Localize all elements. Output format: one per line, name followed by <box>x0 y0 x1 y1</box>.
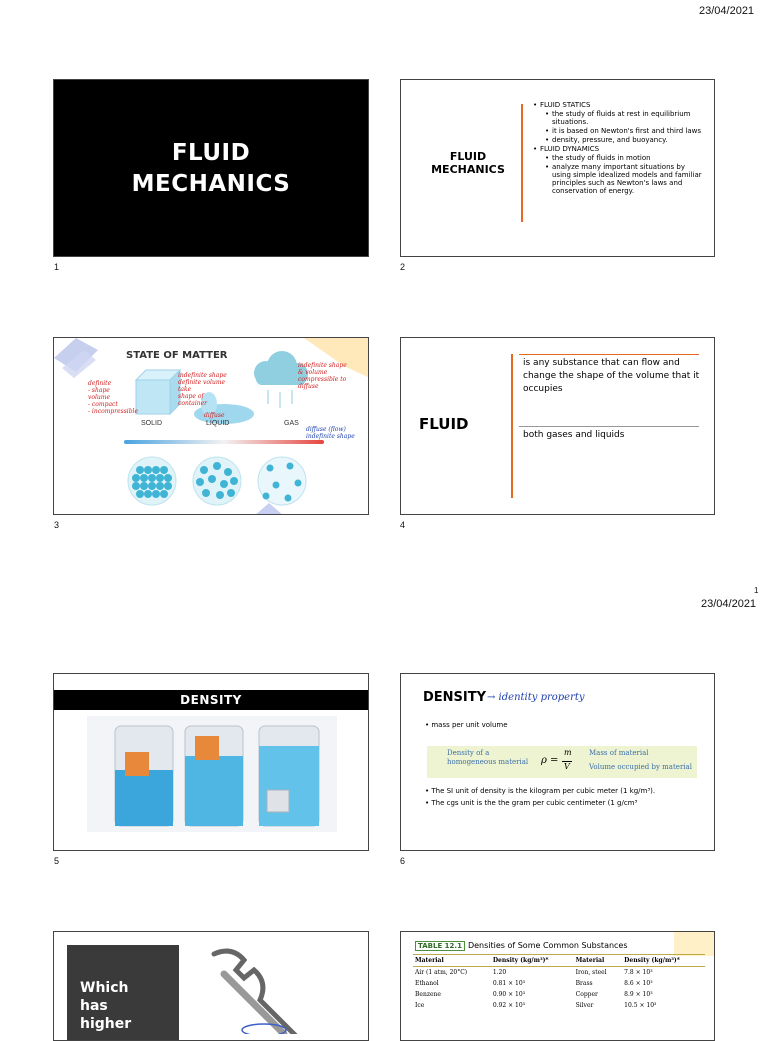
slide4-title: FLUID <box>419 415 469 433</box>
table-row: Benzene 0.90 × 10³ Copper 8.9 × 10³ <box>415 991 653 998</box>
handwritten-flow: diffuse (flow) indefinite shape <box>306 426 355 440</box>
divider-middle <box>519 426 699 427</box>
label-solid: SOLID <box>141 420 163 427</box>
table-header-row: Material Density (kg/m³)* Material Density (kg/m³)* <box>413 955 705 967</box>
handwritten-notes-solid: definite - shape volume - compact - incompressible <box>88 380 139 415</box>
slide-5[interactable] <box>53 673 369 851</box>
density-equation: Density of a homogeneous material ρ = m V Mass of material Volume occupied by material <box>427 746 697 778</box>
bullet-si-unit: • The SI unit of density is the kilogram per cubic meter (1 kg/m³). <box>425 787 656 795</box>
slide-number-2: 2 <box>400 262 406 272</box>
bullet-cgs-unit: • The cgs unit is the the gram per cubic centimeter (1 g/cm³ <box>425 799 638 807</box>
fluid-types-text: both gases and liquids <box>523 430 625 440</box>
slide-number-6: 6 <box>400 856 406 866</box>
slide-4[interactable] <box>400 337 715 515</box>
definition-text: is any substance that can flow and change the shape of the volume that it occupies <box>523 358 700 394</box>
handwritten-notes-gas: indefinite shape & volume compressible to diffuse <box>298 362 347 390</box>
accent-line <box>511 354 513 498</box>
wrench-illustration <box>194 944 344 1034</box>
label-liquid: LIQUID <box>206 420 230 427</box>
density-table <box>413 954 705 1011</box>
slide-7[interactable] <box>53 931 369 1041</box>
divider-top <box>519 354 699 355</box>
slide-6[interactable] <box>400 673 715 851</box>
slide6-title: DENSITY <box>423 690 487 705</box>
slide-number-5: 5 <box>54 856 60 866</box>
table-caption: TABLE 12.1 Densities of Some Common Substances <box>415 941 628 950</box>
slide-number-3: 3 <box>54 520 60 530</box>
handwritten-notes-liquid: indefinite shape definite volume take shape of container <box>178 372 227 407</box>
slide-number-1: 1 <box>54 262 60 272</box>
slide1-title: FLUID MECHANICS <box>131 140 291 197</box>
slide-1[interactable] <box>53 79 369 257</box>
table-row: Air (1 atm, 20°C) 1.20 Iron, steel 7.8 × 10³ <box>415 969 653 976</box>
slide-8[interactable] <box>400 931 715 1041</box>
date-top: 23/04/2021 <box>699 5 755 17</box>
slide-2[interactable] <box>400 79 715 257</box>
page-number: 1 <box>754 586 759 595</box>
handwritten-diffuse: diffuse <box>204 412 225 419</box>
corner-decoration <box>674 932 714 956</box>
slide2-title: FLUID MECHANICS <box>431 150 505 176</box>
slide-number-4: 4 <box>400 520 406 530</box>
table-row: Ice 0.92 × 10³ Silver 10.5 × 10³ <box>415 1002 657 1009</box>
slide3-title: STATE OF MATTER <box>126 350 228 361</box>
handwritten-annotation: → identity property <box>487 692 585 703</box>
date-middle: 23/04/2021 <box>701 598 757 610</box>
accent-line <box>521 104 523 222</box>
table-row: Ethanol 0.81 × 10³ Brass 8.6 × 10³ <box>415 980 653 987</box>
label-gas: GAS <box>284 420 299 427</box>
beakers-illustration <box>87 716 337 832</box>
bullet-mass-per-volume: • mass per unit volume <box>425 721 508 729</box>
slide2-bullets: • FLUID STATICS • the study of fluids at rest in equilibrium situations. • it is based on Newton's first and third laws • density, pressure, and buoyancy. • FLUID DYNAMICS • the study of fluids in motion • analyze many important situations by using simple idealized models and familiar principles such as Newton's laws and conservation of energy. <box>533 101 705 196</box>
slide-3[interactable] <box>53 337 369 515</box>
slide5-title: DENSITY <box>54 690 368 710</box>
question-text: Which has higher <box>80 980 132 1032</box>
